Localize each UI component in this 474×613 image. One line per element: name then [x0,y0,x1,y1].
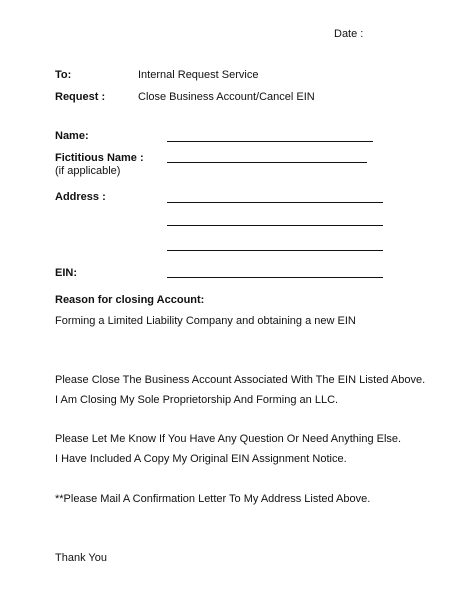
address-blank-line-1 [167,202,383,203]
body-paragraph-1: Please Close The Business Account Associated With The EIN Listed Above. [55,374,426,386]
body-paragraph-5: **Please Mail A Confirmation Letter To My Address Listed Above. [55,493,371,505]
request-value: Close Business Account/Cancel EIN [138,91,315,103]
address-blank-line-3 [167,250,383,251]
to-value: Internal Request Service [138,69,259,81]
request-label: Request : [55,91,106,103]
address-label: Address : [55,191,106,203]
closing-signoff: Thank You [55,552,107,564]
reason-heading: Reason for closing Account: [55,294,205,306]
address-blank-line-2 [167,225,383,226]
name-label: Name: [55,130,89,142]
name-blank-line [167,141,373,142]
body-paragraph-4: I Have Included A Copy My Original EIN Assignment Notice. [55,453,347,465]
reason-text: Forming a Limited Liability Company and obtaining a new EIN [55,315,356,327]
fictitious-name-note: (if applicable) [55,165,121,177]
body-paragraph-3: Please Let Me Know If You Have Any Question Or Need Anything Else. [55,433,402,445]
fictitious-name-label: Fictitious Name : [55,152,144,164]
ein-label: EIN: [55,267,77,279]
fictitious-name-blank-line [167,162,367,163]
to-label: To: [55,69,72,81]
ein-blank-line [167,277,383,278]
date-label: Date : [334,28,364,40]
body-paragraph-2: I Am Closing My Sole Proprietorship And Forming an LLC. [55,394,339,406]
